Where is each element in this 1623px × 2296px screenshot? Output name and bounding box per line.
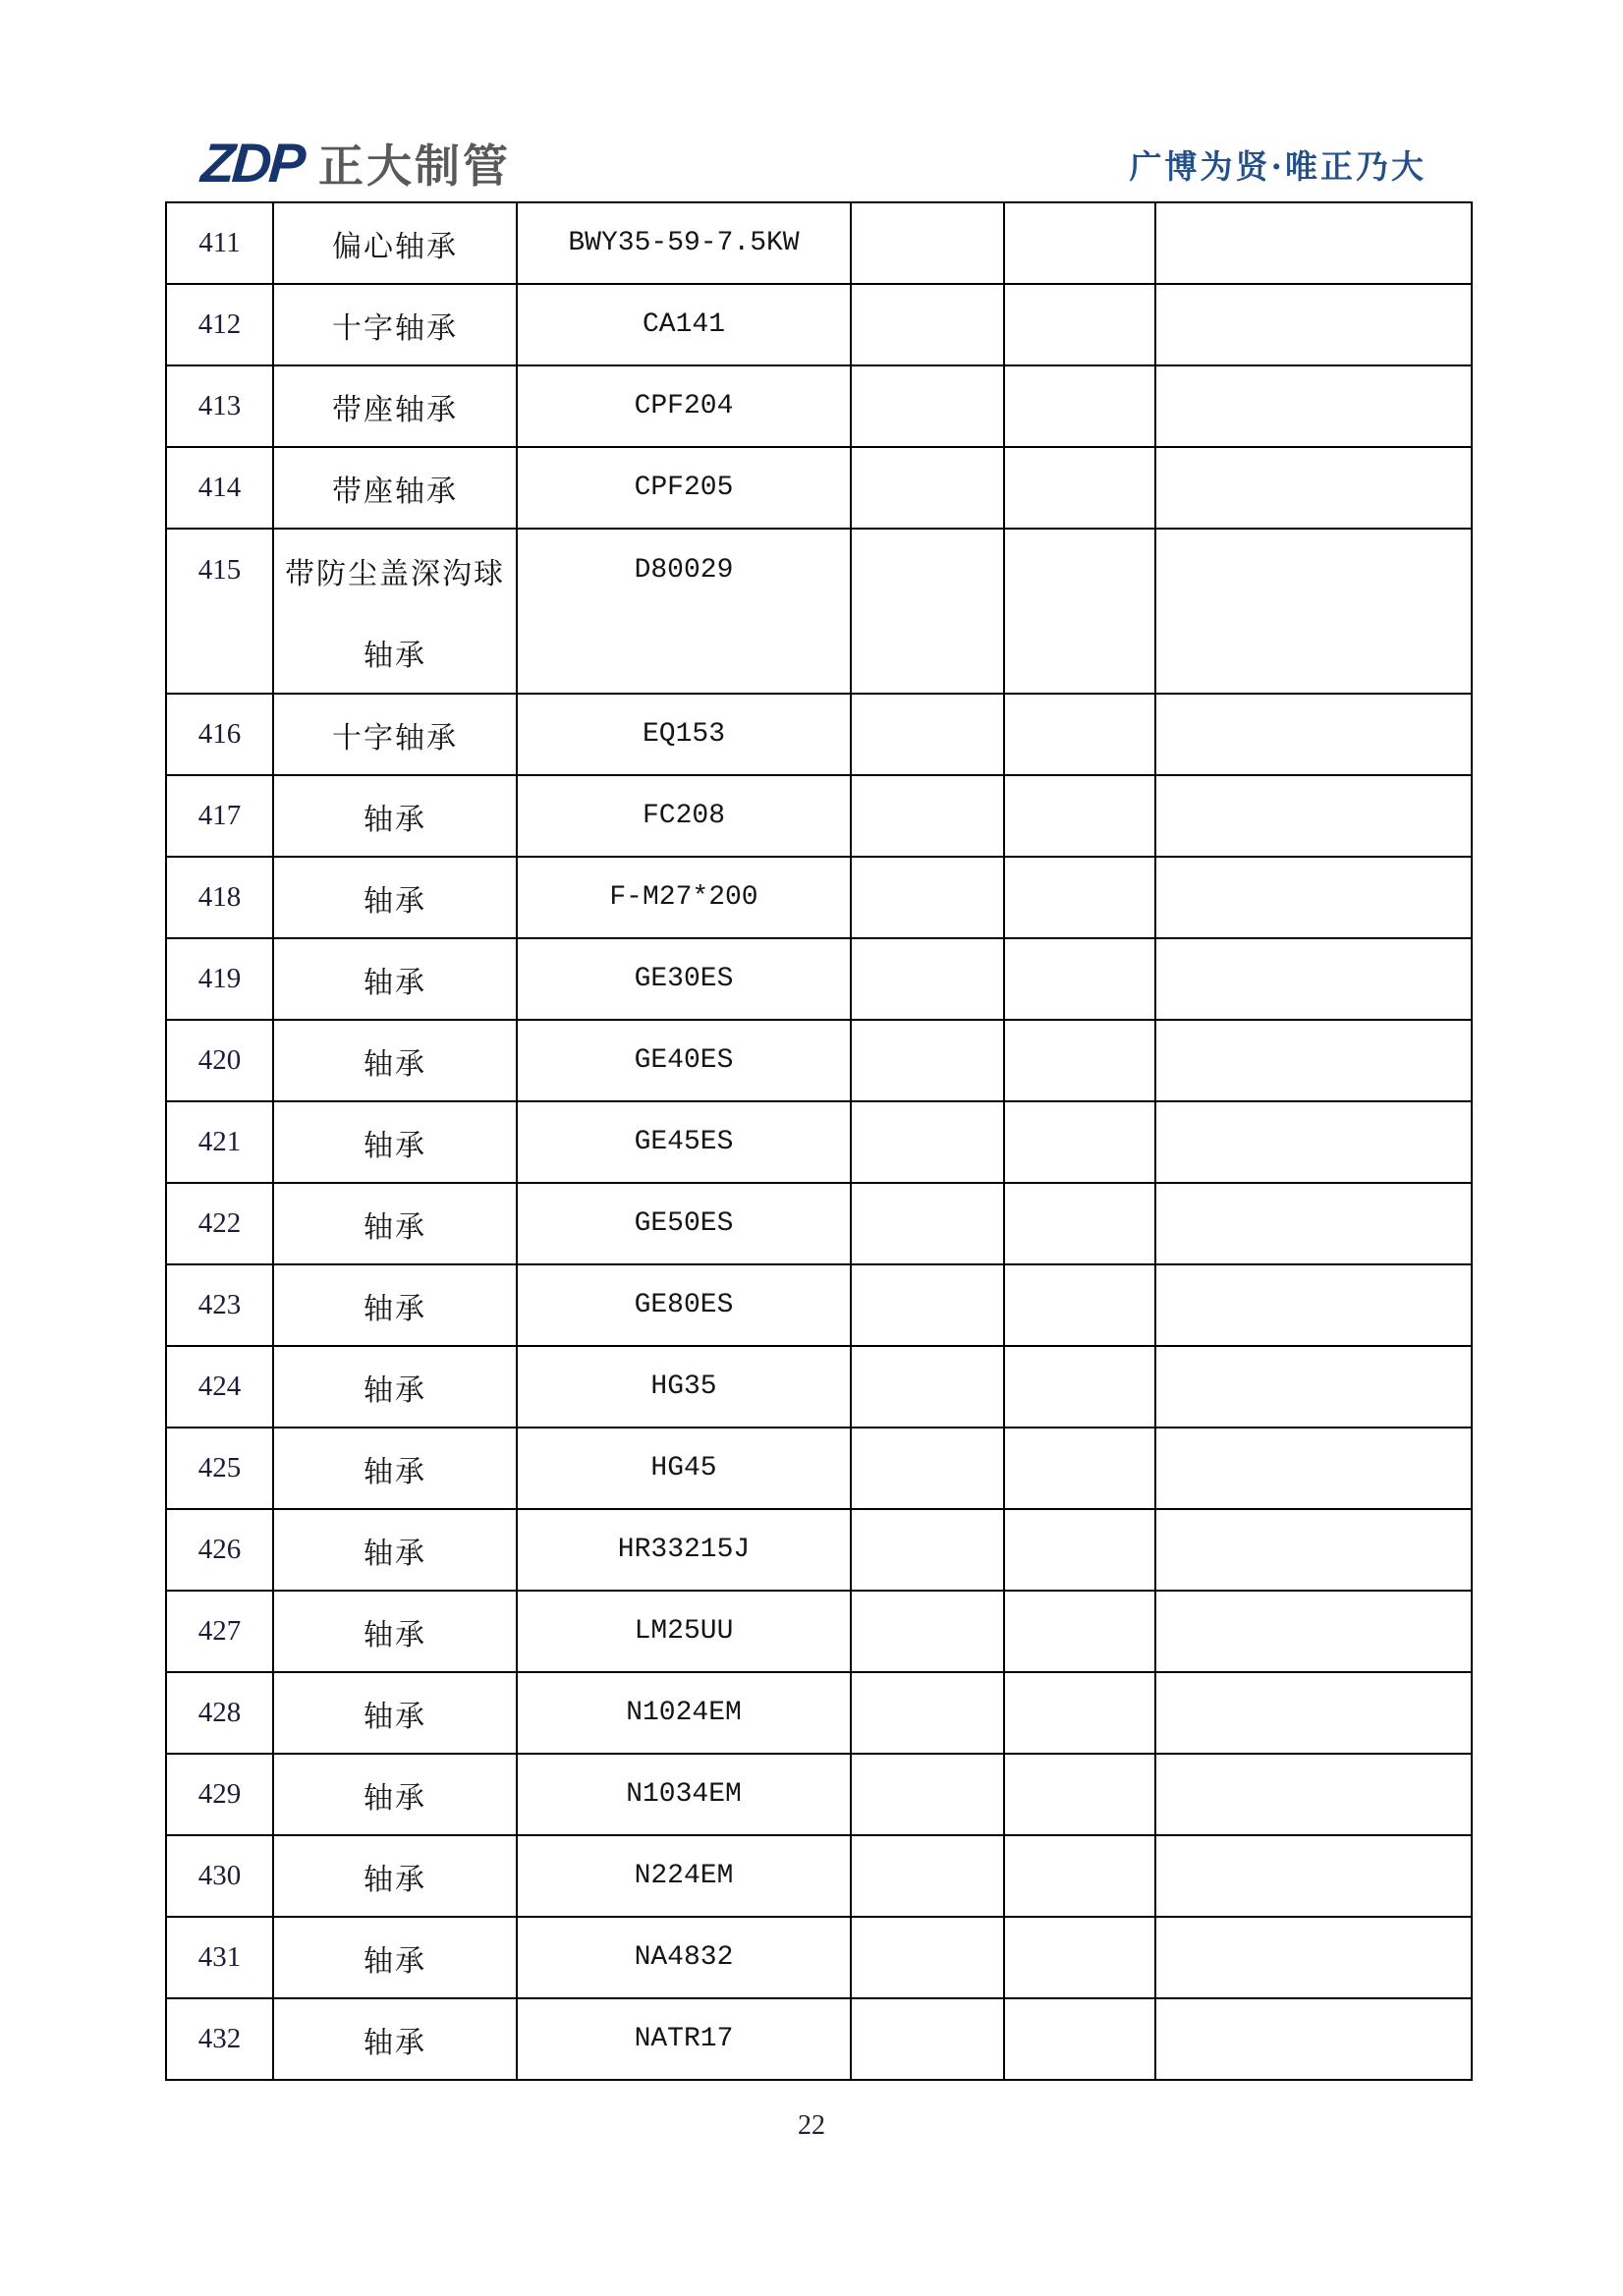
empty-cell (1004, 1998, 1155, 2080)
empty-cell (851, 1346, 1004, 1428)
parts-table-body (166, 202, 1472, 2080)
part-name-cell: 轴承 (273, 1998, 517, 2080)
part-model-cell (517, 529, 851, 694)
row-number-cell: 430 (166, 1835, 273, 1917)
cell-line (1156, 530, 1471, 611)
empty-cell (851, 1183, 1004, 1264)
table-row (166, 447, 1472, 529)
cell-line (852, 530, 1003, 611)
table-row (166, 857, 1472, 938)
part-name-cell: 十字轴承 (273, 694, 517, 775)
empty-cell (851, 1020, 1004, 1101)
empty-cell (1155, 1591, 1472, 1672)
empty-cell (851, 1754, 1004, 1835)
row-number-cell (166, 529, 273, 694)
part-name-cell: 轴承 (273, 775, 517, 857)
part-name-cell: 轴承 (273, 1754, 517, 1835)
empty-cell (851, 1998, 1004, 2080)
empty-cell (1155, 1346, 1472, 1428)
part-name-cell: 轴承 (273, 1835, 517, 1917)
row-number-cell: 419 (166, 938, 273, 1020)
part-name-cell: 轴承 (273, 1672, 517, 1754)
empty-cell (1155, 447, 1472, 529)
table-row (166, 938, 1472, 1020)
part-name-cell: 轴承 (273, 1917, 517, 1998)
company-logo (198, 132, 511, 194)
table-row (166, 1020, 1472, 1101)
empty-cell (851, 365, 1004, 447)
empty-cell (1155, 1998, 1472, 2080)
part-name-cell: 轴承 (273, 1183, 517, 1264)
empty-cell (1004, 1346, 1155, 1428)
part-name-cell: 偏心轴承 (273, 202, 517, 284)
row-number-cell: 427 (166, 1591, 273, 1672)
empty-cell (1155, 1101, 1472, 1183)
empty-cell (851, 1917, 1004, 1998)
part-name-cell: 带座轴承 (273, 365, 517, 447)
empty-cell (1155, 202, 1472, 284)
part-model-cell: GE50ES (517, 1183, 851, 1264)
empty-cell (851, 1591, 1004, 1672)
row-number-cell: 413 (166, 365, 273, 447)
part-model-cell: N224EM (517, 1835, 851, 1917)
empty-cell (851, 857, 1004, 938)
empty-cell (1155, 1428, 1472, 1509)
part-model-cell: HR33215J (517, 1509, 851, 1591)
row-number-cell: 431 (166, 1917, 273, 1998)
parts-table (165, 201, 1473, 2081)
empty-cell (1155, 775, 1472, 857)
cell-line: 轴承 (364, 638, 426, 673)
empty-cell (1155, 365, 1472, 447)
part-name-cell: 轴承 (273, 1509, 517, 1591)
row-number-cell: 422 (166, 1183, 273, 1264)
part-name-cell: 轴承 (273, 1101, 517, 1183)
part-model-cell: HG35 (517, 1346, 851, 1428)
part-model-cell: BWY35-59-7.5KW (517, 202, 851, 284)
table-row (166, 284, 1472, 365)
empty-cell (1004, 1428, 1155, 1509)
empty-cell (1155, 857, 1472, 938)
table-row (166, 1672, 1472, 1754)
part-model-cell: GE80ES (517, 1264, 851, 1346)
empty-cell (1004, 1835, 1155, 1917)
empty-cell (851, 1428, 1004, 1509)
part-model-cell: HG45 (517, 1428, 851, 1509)
part-model-cell: GE45ES (517, 1101, 851, 1183)
empty-cell (1155, 1020, 1472, 1101)
row-number-cell: 425 (166, 1428, 273, 1509)
table-row (166, 365, 1472, 447)
empty-cell (1155, 694, 1472, 775)
part-model-cell: N1034EM (517, 1754, 851, 1835)
table-row (166, 1835, 1472, 1917)
row-number-cell: 432 (166, 1998, 273, 2080)
empty-cell (851, 447, 1004, 529)
row-number-cell: 420 (166, 1020, 273, 1101)
row-number-cell: 428 (166, 1672, 273, 1754)
table-row (166, 1591, 1472, 1672)
part-name-cell: 轴承 (273, 1346, 517, 1428)
logo-zdp-text: ZDP (198, 132, 306, 194)
part-model-cell: CA141 (517, 284, 851, 365)
table-row (166, 529, 1472, 694)
empty-cell (1004, 694, 1155, 775)
empty-cell (1004, 1183, 1155, 1264)
empty-cell (1004, 775, 1155, 857)
table-row (166, 1509, 1472, 1591)
empty-cell (1004, 857, 1155, 938)
part-model-cell: CPF204 (517, 365, 851, 447)
page-number: 22 (798, 2110, 825, 2141)
part-model-cell: EQ153 (517, 694, 851, 775)
company-slogan: 广博为贤·唯正乃大 (1129, 147, 1427, 186)
empty-cell (851, 202, 1004, 284)
empty-cell (1004, 1020, 1155, 1101)
cell-line: 带防尘盖深沟球 (285, 556, 505, 591)
row-number-cell: 423 (166, 1264, 273, 1346)
row-number-cell: 424 (166, 1346, 273, 1428)
part-name-cell: 轴承 (273, 1428, 517, 1509)
empty-cell (1004, 529, 1155, 694)
empty-cell (851, 775, 1004, 857)
part-model-cell: NA4832 (517, 1917, 851, 1998)
empty-cell (1004, 1509, 1155, 1591)
empty-cell (1004, 1264, 1155, 1346)
table-row (166, 775, 1472, 857)
empty-cell (1155, 938, 1472, 1020)
part-model-cell: CPF205 (517, 447, 851, 529)
empty-cell (1004, 1591, 1155, 1672)
empty-cell (851, 694, 1004, 775)
empty-cell (851, 1672, 1004, 1754)
row-number-cell: 411 (166, 202, 273, 284)
empty-cell (1004, 365, 1155, 447)
logo-company-name: 正大制管 (318, 140, 511, 193)
empty-cell (851, 1835, 1004, 1917)
row-number-cell: 426 (166, 1509, 273, 1591)
part-model-cell: GE40ES (517, 1020, 851, 1101)
part-model-cell: F-M27*200 (517, 857, 851, 938)
part-model-cell: NATR17 (517, 1998, 851, 2080)
row-number-cell: 429 (166, 1754, 273, 1835)
empty-cell (1155, 1754, 1472, 1835)
empty-cell (851, 1509, 1004, 1591)
table-row (166, 1183, 1472, 1264)
empty-cell (1004, 202, 1155, 284)
row-number-cell: 417 (166, 775, 273, 857)
row-number-cell: 414 (166, 447, 273, 529)
empty-cell (851, 284, 1004, 365)
part-name-cell: 轴承 (273, 938, 517, 1020)
row-number-cell: 412 (166, 284, 273, 365)
part-name-cell: 轴承 (273, 1591, 517, 1672)
empty-cell (1155, 1509, 1472, 1591)
part-name-cell: 带座轴承 (273, 447, 517, 529)
cell-line: D80029 (634, 555, 734, 586)
empty-cell (1004, 447, 1155, 529)
table-row (166, 1917, 1472, 1998)
empty-cell (1004, 1101, 1155, 1183)
empty-cell (1004, 284, 1155, 365)
table-row (166, 1346, 1472, 1428)
cell-line: 415 (197, 554, 242, 586)
empty-cell (1155, 1183, 1472, 1264)
part-model-cell: FC208 (517, 775, 851, 857)
empty-cell (851, 529, 1004, 694)
empty-cell (1155, 529, 1472, 694)
part-name-cell: 轴承 (273, 857, 517, 938)
row-number-cell: 416 (166, 694, 273, 775)
cell-line (1005, 530, 1154, 611)
table-row (166, 1101, 1472, 1183)
empty-cell (1004, 1754, 1155, 1835)
row-number-cell: 421 (166, 1101, 273, 1183)
empty-cell (851, 938, 1004, 1020)
empty-cell (1155, 1835, 1472, 1917)
part-name-cell: 十字轴承 (273, 284, 517, 365)
row-number-cell: 418 (166, 857, 273, 938)
table-row (166, 1264, 1472, 1346)
empty-cell (1004, 1672, 1155, 1754)
empty-cell (1155, 284, 1472, 365)
empty-cell (851, 1264, 1004, 1346)
part-name-cell: 轴承 (273, 1264, 517, 1346)
part-name-cell (273, 529, 517, 694)
part-model-cell: LM25UU (517, 1591, 851, 1672)
table-row (166, 202, 1472, 284)
empty-cell (1155, 1672, 1472, 1754)
empty-cell (1004, 938, 1155, 1020)
empty-cell (1155, 1264, 1472, 1346)
table-row (166, 1754, 1472, 1835)
table-row (166, 1428, 1472, 1509)
part-name-cell: 轴承 (273, 1020, 517, 1101)
empty-cell (1155, 1917, 1472, 1998)
part-model-cell: N1024EM (517, 1672, 851, 1754)
empty-cell (1004, 1917, 1155, 1998)
empty-cell (851, 1101, 1004, 1183)
part-model-cell: GE30ES (517, 938, 851, 1020)
table-row (166, 694, 1472, 775)
table-row (166, 1998, 1472, 2080)
